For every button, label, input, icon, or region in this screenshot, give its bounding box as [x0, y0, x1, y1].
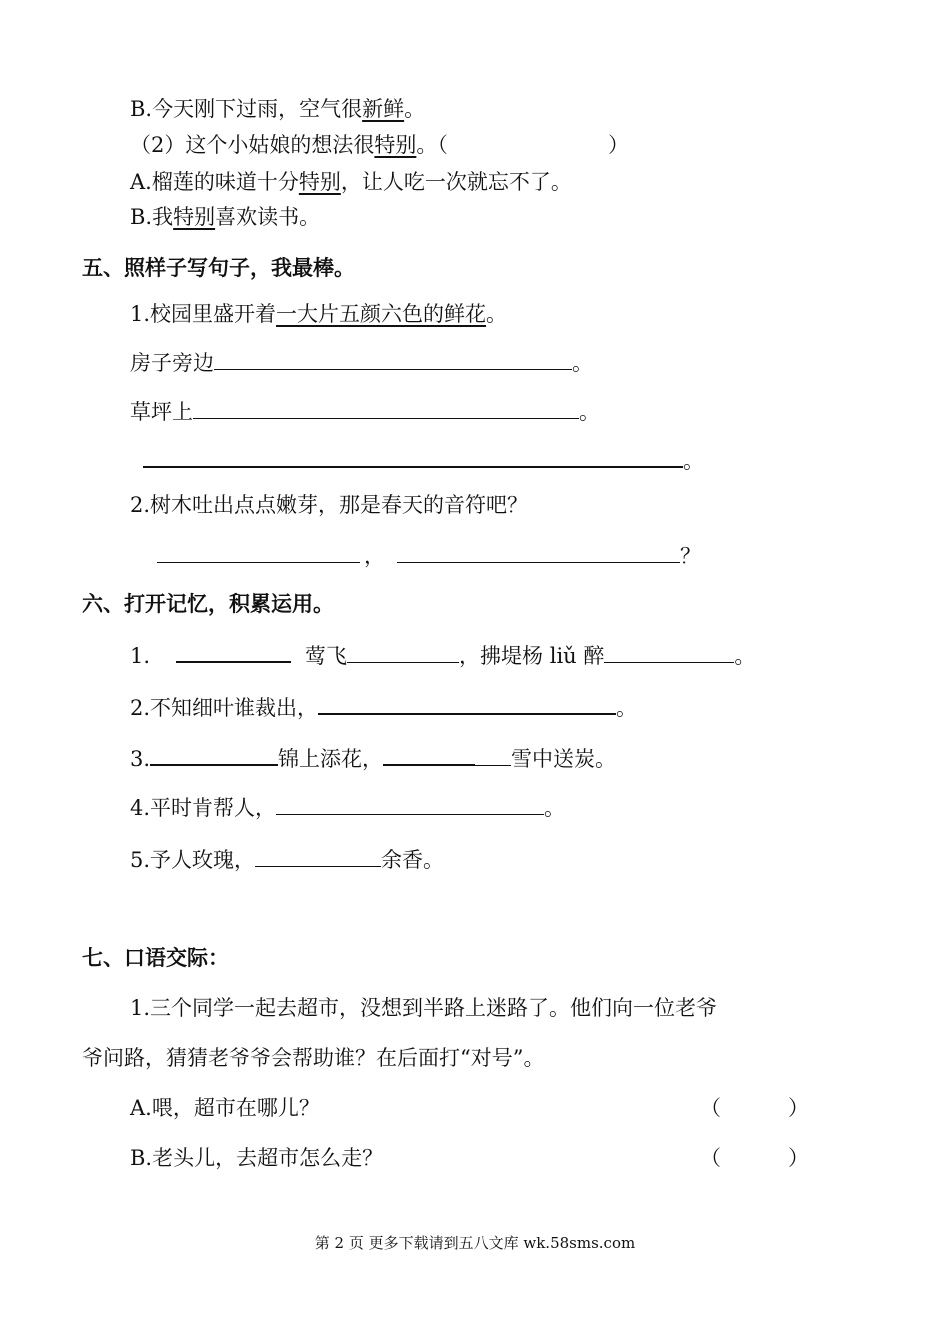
option-text-tail: ，让人吃一次就忘不了。 [340, 170, 572, 194]
punctuation: 。 [616, 696, 638, 720]
item-text: 余香。 [381, 848, 445, 872]
answer-blank[interactable] [276, 792, 544, 815]
underlined-word: 新鲜 [362, 97, 405, 121]
item-text: 2.不知细叶谁裁出， [130, 696, 319, 720]
example-sentence [130, 299, 507, 329]
memory-item-1 [130, 639, 755, 671]
page-footer: 第 2 页 更多下载请到五八文库 wk.58sms.com [314, 1234, 636, 1252]
punctuation: ？ [680, 544, 701, 568]
memory-item-5 [130, 844, 444, 875]
underlined-word: 特别 [298, 170, 341, 194]
item-number: 3. [130, 747, 151, 771]
answer-blank[interactable] [150, 742, 278, 766]
answer-paren-close: ） [608, 133, 629, 157]
answer-blank[interactable] [193, 396, 579, 419]
answer-blank[interactable] [397, 540, 680, 563]
fill-line-2 [130, 396, 600, 427]
answer-blank[interactable] [143, 444, 683, 468]
memory-item-4 [130, 792, 565, 823]
answer-blank[interactable] [347, 640, 459, 663]
prompt-text: 房子旁边 [130, 351, 214, 375]
dialog-paragraph-line-1: 1.三个同学一起去超市，没想到半路上迷路了。他们向一位老爷 [130, 996, 718, 1020]
item-text: 锦上添花， [278, 747, 384, 771]
option-text: B.今天刚下过雨，空气很 [130, 97, 363, 121]
answer-blank-tail[interactable] [475, 743, 511, 766]
punctuation: 。 [572, 351, 593, 375]
section-6-heading: 六、打开记忆，积累运用。 [82, 592, 334, 616]
item-text: 4.平时肯帮人， [130, 796, 277, 820]
answer-paren-close: ） [788, 1146, 809, 1170]
option-text: B.我 [130, 205, 174, 229]
punctuation: 。 [544, 796, 566, 820]
underlined-word: 特别 [173, 205, 216, 229]
question-2-sentence: 2.树木吐出点点嫩芽，那是春天的音符吧？ [130, 493, 529, 517]
fill-line-3 [143, 444, 704, 476]
option-text-tail: 喜欢读书。 [215, 205, 321, 229]
answer-blank[interactable] [255, 844, 381, 867]
punctuation: 。 [486, 302, 508, 326]
memory-item-3 [130, 742, 616, 774]
answer-blank[interactable] [604, 640, 734, 663]
underlined-phrase: 一大片五颜六色的鲜花 [276, 302, 487, 326]
answer-paren-open[interactable]: （ [700, 1096, 721, 1120]
dialog-paragraph-line-2: 爷问路，猜猜老爷爷会帮助谁？在后面打“对号”。 [82, 1046, 545, 1070]
item-text: ，拂堤杨 liǔ 醉 [459, 644, 605, 668]
underlined-word: 特别 [374, 133, 417, 157]
punctuation: 。 [683, 449, 704, 473]
answer-blank[interactable] [214, 347, 572, 370]
fill-line-4 [157, 540, 701, 571]
prompt-text: 草坪上 [130, 400, 193, 424]
punctuation: 。 [404, 97, 426, 121]
sentence-text: 1.校园里盛开着 [130, 302, 277, 326]
punctuation: 。 [734, 644, 756, 668]
answer-blank[interactable] [383, 742, 475, 766]
question-text: （2）这个小姑娘的想法很 [130, 133, 375, 157]
answer-paren-open[interactable]: （ [700, 1146, 721, 1170]
punctuation: ， [364, 544, 385, 568]
answer-blank[interactable] [318, 691, 616, 715]
section-7-heading: 七、口语交际： [82, 946, 229, 970]
item-text: 雪中送炭。 [511, 747, 617, 771]
dialog-option-b: B.老头儿，去超市怎么走？ [130, 1146, 384, 1170]
option-b-line [130, 94, 425, 124]
item-text: 5.予人玫瑰， [130, 848, 256, 872]
answer-blank[interactable] [176, 639, 291, 663]
section-5-heading: 五、照样子写句子，我最棒。 [82, 256, 355, 280]
punctuation: 。 [579, 400, 600, 424]
item-number: 1. [130, 644, 151, 668]
item-text: 莺飞 [305, 644, 348, 668]
option-b2-line [130, 202, 320, 232]
dialog-option-a: A.喂，超市在哪儿？ [130, 1096, 320, 1120]
answer-blank[interactable] [157, 540, 360, 563]
answer-paren-close: ） [788, 1096, 809, 1120]
question-2-line [130, 130, 448, 160]
option-a-line [130, 167, 572, 197]
option-text: A.榴莲的味道十分 [130, 170, 299, 194]
answer-paren-open: 。（ [416, 133, 448, 157]
memory-item-2 [130, 691, 637, 723]
fill-line-1 [130, 347, 593, 378]
